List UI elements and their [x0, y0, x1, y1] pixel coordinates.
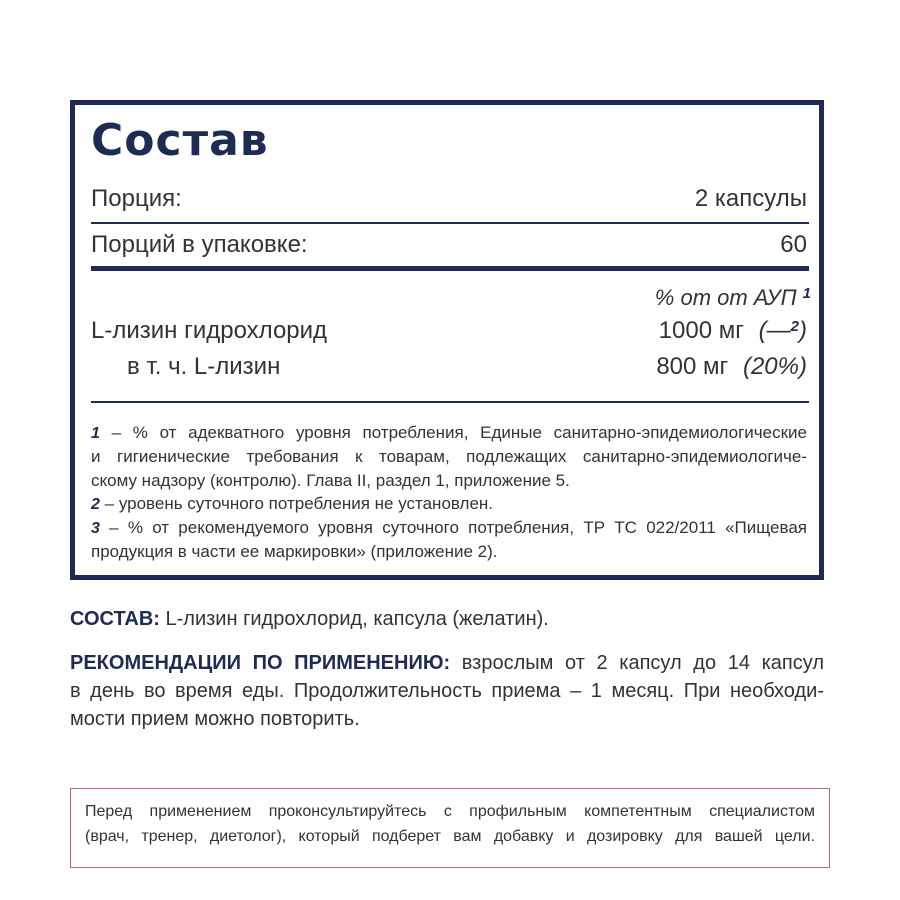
warning-line-1: Перед применением проконсультируйтесь с профильным компетентным специалистом — [85, 803, 815, 820]
composition-label: СОСТАВ: — [70, 608, 160, 630]
divider-thick — [91, 266, 809, 271]
ingredient-value: 1000 мг (—$^2$) — [658, 317, 807, 344]
composition-section — [70, 605, 824, 633]
footnote-1-line-1: 1 – % от адекватного уровня потребления, Единые санитарно-эпидемиологические — [91, 423, 807, 442]
ingredient-name: в т. ч. L-лизин — [127, 353, 281, 380]
serving-row — [91, 185, 807, 213]
footnote-3-line-2: продукция в части ее маркировки» (приложение 2). — [91, 542, 498, 562]
servings-per-pack-label: Порций в упаковке: — [91, 231, 308, 258]
divider-thin — [91, 401, 809, 403]
serving-value: 2 капсулы — [694, 185, 807, 212]
ingredient-value: 800 мг (20%) — [656, 353, 807, 380]
recommendations-line-3: мости прием можно повторить. — [70, 708, 360, 730]
footnote-mark-1: 1 — [802, 285, 811, 302]
ingredient-row-lysine — [127, 353, 807, 381]
serving-label: Порция: — [91, 185, 182, 212]
footnote-3-line-1: 3 – % от рекомендуемого уровня суточного потребления, ТР ТС 022/2011 «Пищевая — [91, 518, 807, 538]
footnote-2: 2 – уровень суточного потребления не установлен. — [91, 493, 494, 513]
warning-line-2: (врач, тренер, диетолог), который подберет вам добавку и дозировку для вашей цели. — [85, 828, 815, 845]
recommendations-section — [70, 649, 824, 733]
percent-column-header: % от от АУП $^1$ — [654, 285, 811, 310]
composition-text: L-лизин гидрохлорид, капсула (желатин). — [159, 608, 549, 630]
recommendations-label: РЕКОМЕНДАЦИИ ПО ПРИМЕНЕНИЮ: — [70, 652, 451, 674]
servings-per-pack-value: 60 — [780, 231, 807, 258]
footnote-mark-2: 2 — [790, 318, 799, 335]
footnotes — [91, 421, 807, 564]
divider-thin — [91, 222, 809, 224]
consultation-warning-box — [70, 788, 830, 868]
ingredient-row-lysine-hcl — [91, 317, 807, 345]
facts-title: Состав — [91, 115, 269, 166]
servings-per-pack-row — [91, 231, 807, 259]
footnote-1-line-2: и гигиенические требования к товарам, подлежащих санитарно-эпидемиологиче- — [91, 447, 807, 467]
ingredient-name: L-лизин гидрохлорид — [91, 317, 328, 344]
footnote-1-line-3: скому надзору (контролю). Глава II, раздел 1, приложение 5. — [91, 470, 570, 490]
supplement-facts-panel — [70, 100, 824, 580]
recommendations-line-1: взрослым от 2 капсул до 14 капсул — [450, 652, 824, 674]
recommendations-line-2: в день во время еды. Продолжительность приема – 1 месяц. При необходи- — [70, 680, 824, 702]
